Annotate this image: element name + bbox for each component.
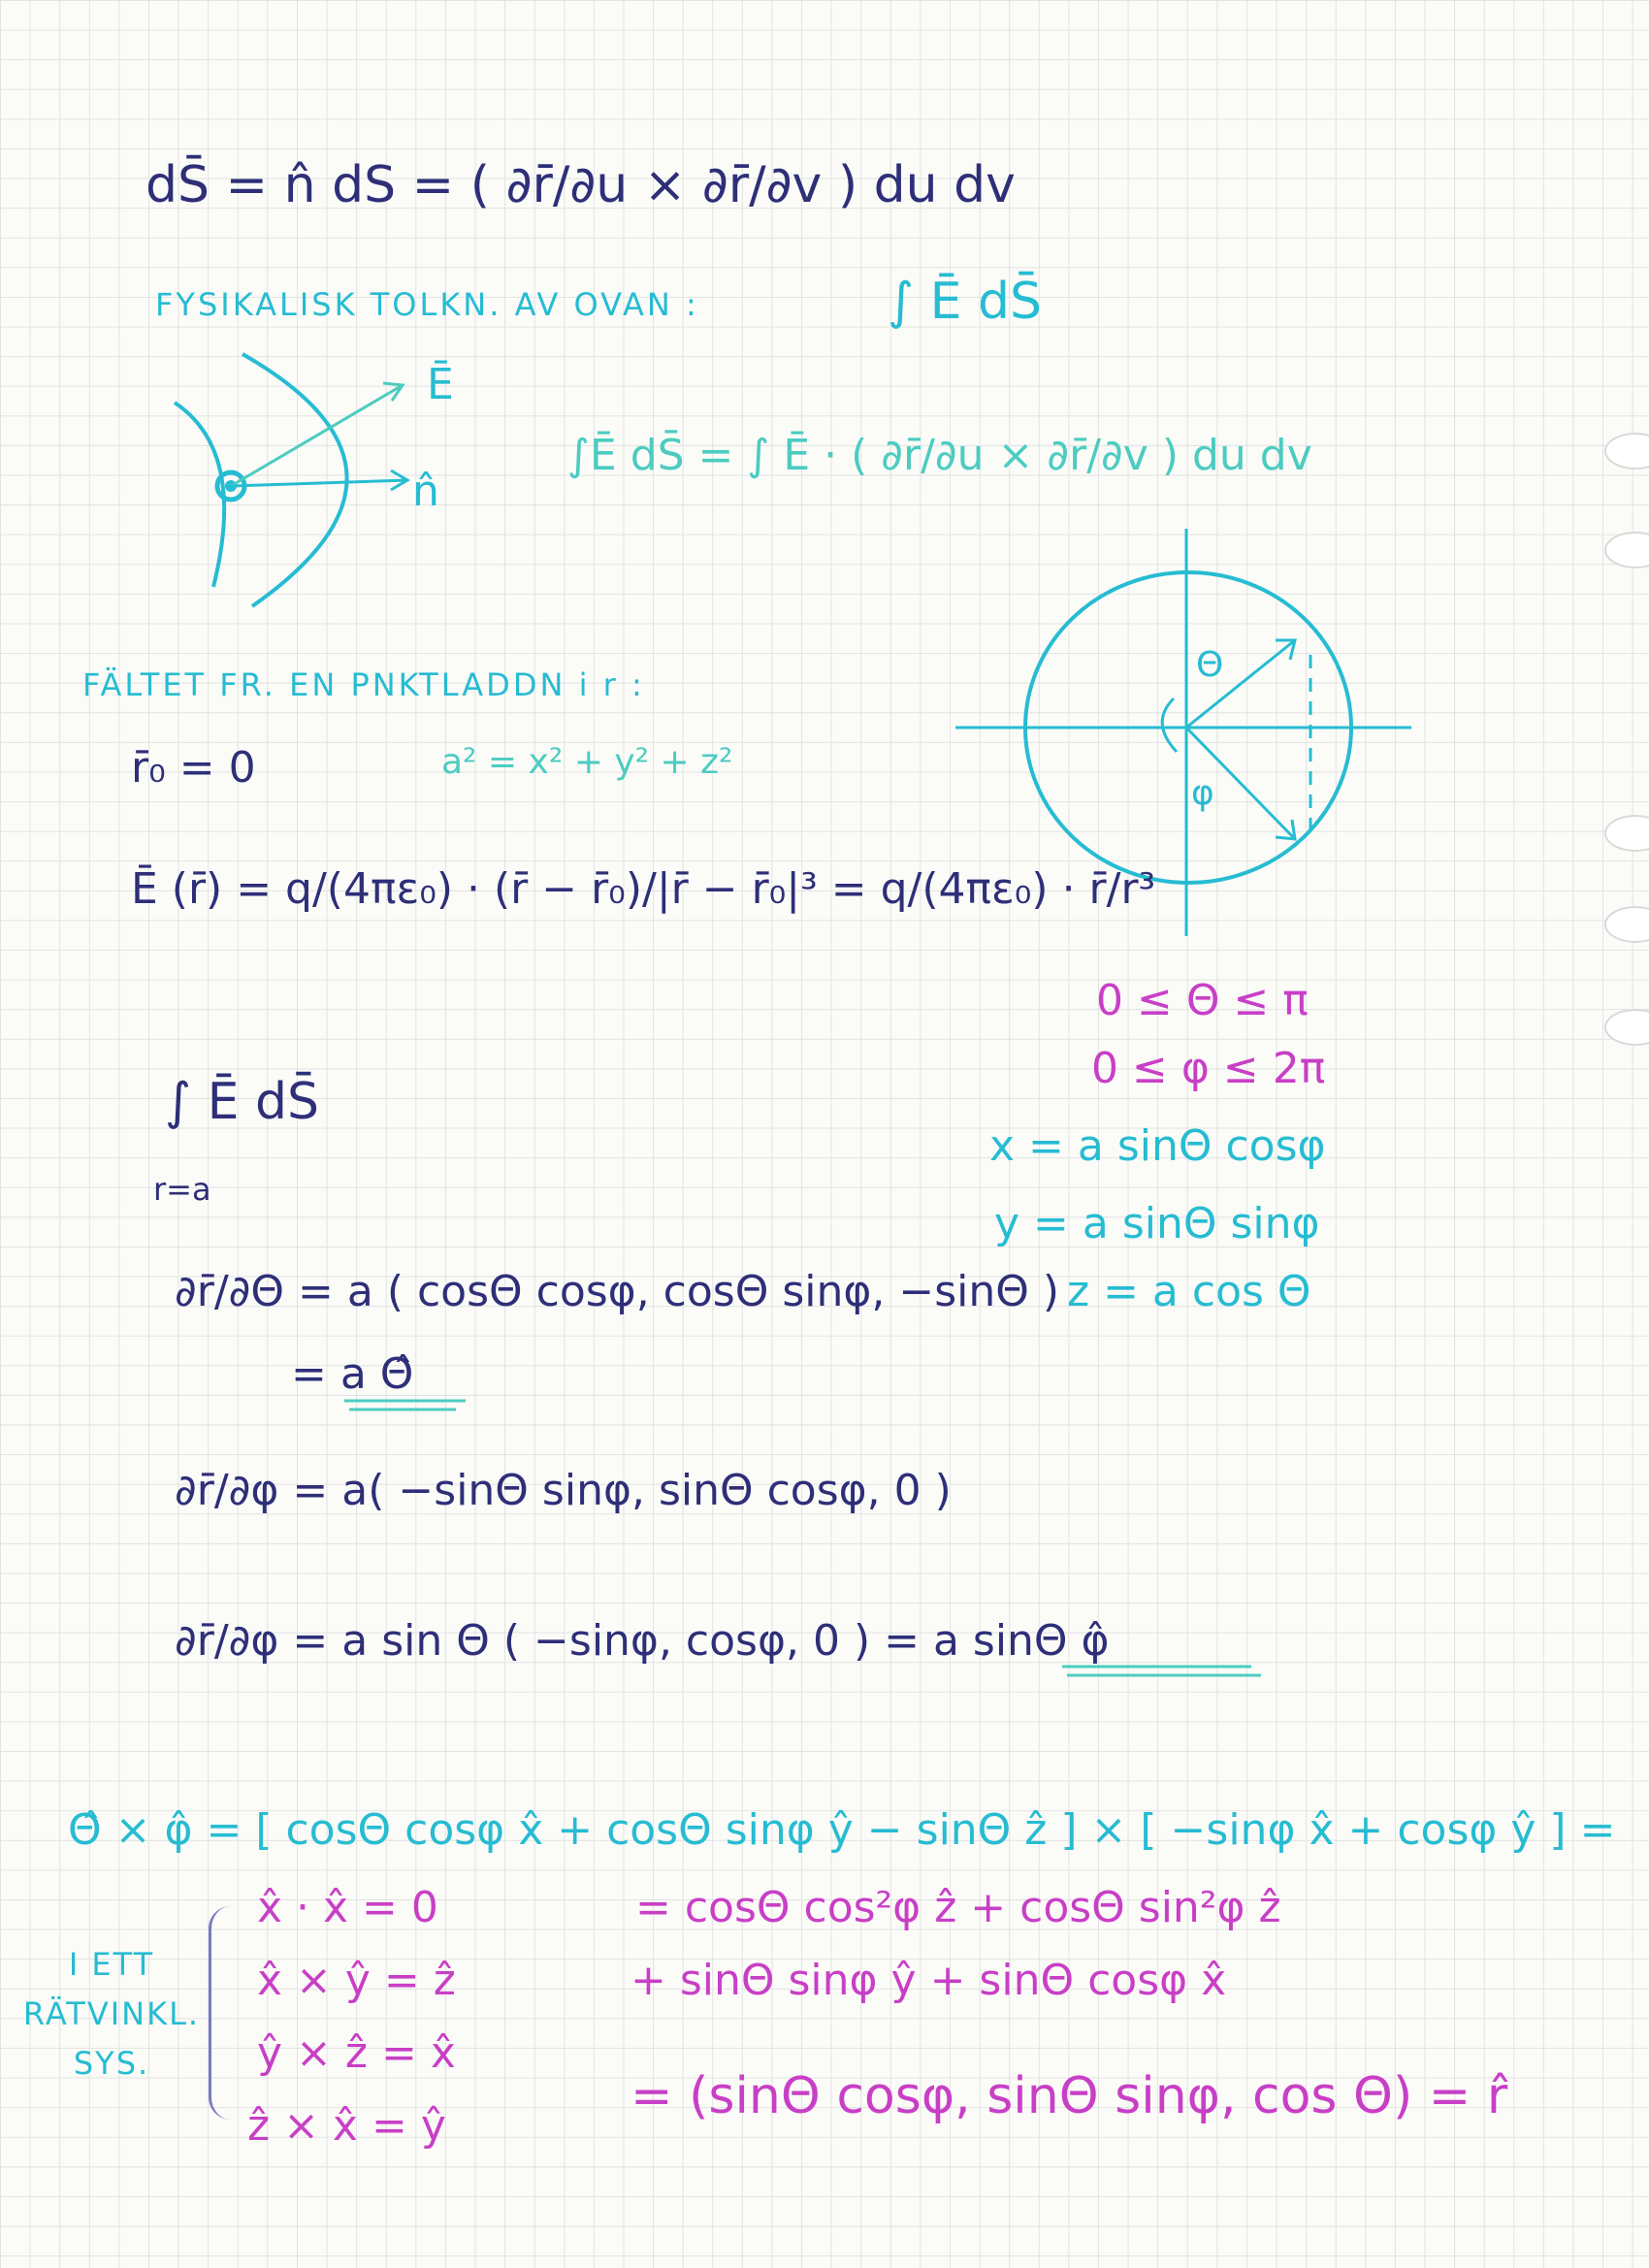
brace [209, 1906, 231, 2120]
field-surface-diagram [155, 344, 446, 616]
r-equals-a: r=a [153, 1171, 211, 1208]
fig-phi-label: φ [1191, 773, 1214, 813]
underline-a-theta [340, 1395, 475, 1414]
punch-hole [1604, 815, 1649, 852]
result-line-1: = cosΘ cos²φ ẑ + cosΘ sin²φ ẑ [635, 1883, 1281, 1932]
fys-tolkn-heading: FYSIKALISK TOLKN. AV OVAN : [155, 286, 699, 323]
punch-hole [1604, 532, 1649, 568]
result-line-3: = (sinΘ cosφ, sinΘ sinφ, cos Θ) = r̂ [630, 2067, 1508, 2125]
x-equation: x = a sinΘ cosφ [989, 1121, 1326, 1171]
xy-rule: x̂ × ŷ = ẑ [257, 1956, 456, 2005]
theta-range: 0 ≤ Θ ≤ π [1096, 976, 1309, 1025]
phi-range: 0 ≤ φ ≤ 2π [1091, 1044, 1326, 1093]
z-equation: z = a cos Θ [1067, 1267, 1311, 1316]
e-of-r: Ē (r̄) = q/(4πε₀) · (r̄ − r̄₀)/|r̄ − r̄₀|³ = q/(4πε₀) · r̄/r³ [131, 864, 1156, 914]
label-e-field: Ē [427, 360, 454, 409]
ds-definition: dS̄ = n̂ dS = ( ∂r̄/∂u × ∂r̄/∂v ) du dv [146, 156, 1016, 214]
faltet-heading: FÄLTET FR. EN PNKTLADDN i r : [82, 666, 645, 703]
label-normal: n̂ [412, 467, 439, 516]
fig-theta-label: Θ [1196, 645, 1224, 685]
punch-hole [1604, 433, 1649, 470]
cross-product: Θ̂ × φ̂ = [ cosΘ cosφ x̂ + cosΘ sinφ ŷ − sinΘ ẑ ] × [ −sinφ x̂ + cosφ ŷ ] = [68, 1805, 1616, 1855]
zx-rule: ẑ × x̂ = ŷ [247, 2101, 446, 2151]
punch-hole [1604, 906, 1649, 943]
result-line-2: + sinΘ sinφ ŷ + sinΘ cosφ x̂ [630, 1956, 1227, 2005]
punch-hole [1604, 1009, 1649, 1046]
r0-zero: r̄₀ = 0 [131, 743, 256, 793]
ett-ratvinkl-label: I ETT RÄTVINKL. SYS. [22, 1946, 201, 2083]
dr-dtheta: ∂r̄/∂Θ = a ( cosΘ cosφ, cosΘ sinφ, −sinΘ ) [175, 1267, 1060, 1316]
surface-integral: ∫ Ē dS̄ [165, 1073, 320, 1131]
y-equation: y = a sinΘ sinφ [994, 1199, 1320, 1248]
dr-dtheta-hat: = a Θ̂ [291, 1349, 414, 1399]
underline-a-sin-phi [1057, 1661, 1271, 1680]
dr-dphi: ∂r̄/∂φ = a( −sinΘ sinφ, sinΘ cosφ, 0 ) [175, 1466, 952, 1515]
flux-integral: ∫ Ē dS̄ [888, 273, 1043, 331]
dr-dphi-hat: ∂r̄/∂φ = a sin Θ ( −sinφ, cosφ, 0 ) = a sinΘ φ̂ [175, 1616, 1110, 1666]
flux-expanded: ∫Ē dS̄ = ∫ Ē · ( ∂r̄/∂u × ∂r̄/∂v ) du dv [567, 431, 1312, 480]
xx-rule: x̂ · x̂ = 0 [257, 1883, 438, 1932]
yz-rule: ŷ × ẑ = x̂ [257, 2028, 456, 2078]
a-squared: a² = x² + y² + z² [441, 742, 733, 782]
